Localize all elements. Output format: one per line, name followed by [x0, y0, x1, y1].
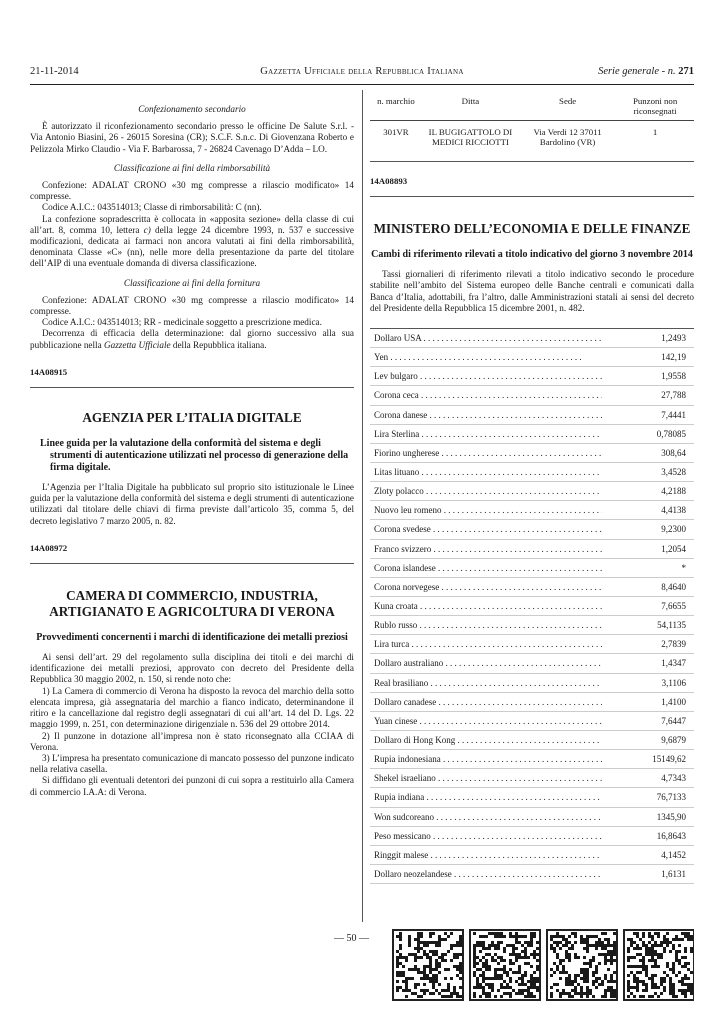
rate-row [370, 520, 694, 539]
currency-name: Rupia indiana . . . [374, 788, 602, 806]
separator [370, 196, 694, 197]
paragraph: 1) La Camera di commercio di Verona ha disposto la revoca del marchio della sotto elencata impresa, già assegnataria del marchio a fianco indicato, determinandone il ritiro e la cancellazione dal registro degli assegnatari di cui all’art. 14 del D. Lgs. 22 maggio 1999, n. 251, con determinazione dirigenziale n. 536 del 29 ottobre 2014. [30, 685, 354, 730]
rate-row [370, 482, 694, 501]
currency-name: Dollaro di Hong Kong . . . [374, 731, 602, 749]
column-header: n. marchio [370, 96, 422, 121]
series-label: Serie generale - n. 271 [598, 66, 694, 77]
currency-rate: 1345,90 [656, 811, 686, 822]
currency-rate: 8,4640 [661, 581, 686, 592]
currency-name: Yuan cinese . . . [374, 712, 602, 730]
rate-row [370, 463, 694, 482]
rate-row [370, 846, 694, 865]
currency-name: Rublo russo . . . [374, 616, 602, 634]
document-code: 14A08972 [30, 542, 68, 553]
rate-row [370, 425, 694, 444]
issue-date: 21-11-2014 [30, 66, 79, 77]
separator [30, 387, 354, 388]
right-column [370, 96, 694, 884]
currency-name: Lira turca . . . [374, 635, 602, 653]
issue-number: 271 [678, 66, 694, 77]
currency-rate: 76,7133 [656, 792, 686, 803]
document-code: 14A08915 [30, 366, 68, 377]
paragraph: Decorrenza di efficacia della determinazione: dal giorno successivo alla sua pubblicazione nella Gazzetta Ufficiale della Repubblica italiana. [30, 328, 354, 350]
currency-rate: 54,1135 [657, 620, 686, 631]
rate-row [370, 865, 694, 884]
currency-rate: 4,1452 [661, 849, 686, 860]
currency-rate: 3,4528 [661, 467, 686, 477]
currency-rate: 7,4441 [661, 409, 686, 420]
column-header: Sede [519, 96, 616, 121]
paragraph: Confezione: ADALAT CRONO «30 mg compresse a rilascio modificato» 14 compresse. [30, 294, 354, 317]
rate-row [370, 712, 694, 731]
rate-row [370, 769, 694, 788]
currency-name: Shekel israeliano . . . [374, 769, 602, 787]
column-header: Punzoni non riconsegnati [616, 96, 694, 121]
currency-name: Ringgit malese . . . [374, 846, 602, 864]
paragraph: Confezione: ADALAT CRONO «30 mg compresse a rilascio modificato» 14 compresse. [30, 180, 354, 202]
document-code: 14A08893 [370, 176, 408, 186]
subheading-camera: Provvedimenti concernenti i marchi di identificazione dei metalli preziosi [36, 632, 348, 644]
currency-name: Corona norvegese . . . [374, 578, 602, 596]
page-header [30, 66, 694, 82]
separator [30, 563, 354, 564]
left-column [30, 96, 354, 798]
section-title-rimborsabilita: Classificazione ai fini della rimborsabilità [113, 162, 271, 173]
rate-row [370, 827, 694, 846]
rate-row [370, 329, 694, 348]
currency-rate: * [681, 562, 686, 573]
currency-rate: 9,2300 [661, 524, 686, 535]
currency-name: Dollaro canadese . . . [374, 693, 602, 711]
currency-rate: 2,7839 [661, 639, 686, 650]
rate-row [370, 635, 694, 654]
rate-row [370, 559, 694, 578]
currency-rate: 142,19 [661, 352, 686, 363]
rate-row [370, 788, 694, 807]
currency-name: Dollaro australiano . . . [374, 654, 602, 672]
currency-rate: 1,4100 [661, 696, 686, 707]
column-divider [362, 90, 363, 922]
subheading-cambi: Cambi di riferimento rilevati a titolo indicativo del giorno 3 novembre 2014 [371, 249, 693, 261]
paragraph: 2) Il punzone in dotazione all’impresa non è stato riconsegnato alla CCIAA di Verona. [30, 730, 354, 752]
currency-rate: 1,2493 [661, 333, 686, 344]
currency-rate: 1,6131 [661, 868, 686, 879]
currency-rate: 7,6447 [661, 715, 686, 726]
header-rule [30, 84, 694, 85]
marchi-table [370, 96, 694, 147]
paragraph: La confezione sopradescritta è collocata in «apposita sezione» della classe di cui all’art. 8, comma 10, lettera c) della legge 24 dicembre 1993, n. 537 e successive modificazioni, dedicata ai farmaci non ancora valutati ai fini della rimborsabilità, denominata Classe «C» (nn), nelle more della presentazione da parte del titolare dell’AIP di una eventuale domanda di diversa classificazione. [30, 213, 354, 269]
currency-rate: 16,8643 [656, 830, 686, 841]
currency-rate: 4,7343 [661, 773, 686, 784]
subheading-agid: Linee guida per la valutazione della conformità del sistema e degli strumenti di autenticazione utilizzati nel processo di generazione della firma digitale. [40, 438, 349, 474]
section-heading-ministero: MINISTERO DELL’ECONOMIA E DELLE FINANZE [373, 221, 691, 237]
publication-title: Gazzetta Ufficiale della Repubblica Italiana [260, 66, 464, 77]
currency-rate: 3,1106 [661, 677, 686, 688]
currency-rate: 4,4138 [661, 505, 686, 516]
paragraph: Tassi giornalieri di riferimento rilevati a titolo indicativo secondo le procedure stabilite nell’ambito del Sistema europeo delle Banche centrali e comunicati dalla Banca d’Italia, adottabili, fra l’altro, dalle Amministrazioni statali ai sensi del decreto del Presidente della Repubblica 15 dicembre 2001, n. 482. [370, 269, 694, 313]
rate-row [370, 731, 694, 750]
currency-name: Corona svedese . . . [374, 520, 602, 538]
currency-name: Lira Sterlina . . . [374, 425, 602, 443]
paragraph: L’Agenzia per l’Italia Digitale ha pubblicato sul proprio sito istituzionale le Linee guida per la valutazione della conformità del sistema e degli strumenti di autenticazione utilizzati dal titolare delle chiavi di firma previste dall’articolo 35, comma 5, del decreto legislativo 7 marzo 2005, n. 82. [30, 482, 354, 526]
section-heading-agid: AGENZIA PER L’ITALIA DIGITALE [82, 410, 302, 426]
currency-name: Fiorino ungherese . . . [374, 444, 602, 462]
currency-name: Corona danese . . . [374, 406, 602, 424]
currency-name: Dollaro USA . . . [374, 329, 602, 347]
rate-row [370, 348, 694, 367]
currency-rate: 15149,62 [652, 754, 686, 765]
rate-row [370, 578, 694, 597]
currency-rate: 1,9558 [661, 371, 686, 382]
currency-name: Nuovo leu romeno . . . [374, 501, 602, 519]
rate-row [370, 616, 694, 635]
table-cell: 1 [652, 127, 658, 137]
currency-name: Kuna croata . . . [374, 597, 602, 615]
rate-row [370, 444, 694, 463]
rate-row [370, 540, 694, 559]
section-heading-camera: CAMERA DI COMMERCIO, INDUSTRIA, ARTIGIANATO E AGRICOLTURA DI VERONA [49, 588, 335, 620]
currency-name: Corona ceca . . . [374, 386, 602, 404]
column-header: Ditta [422, 96, 519, 121]
rate-row [370, 501, 694, 520]
currency-rate: 4,2188 [661, 486, 686, 497]
section-title-confezionamento: Confezionamento secondario [138, 104, 246, 114]
rate-row [370, 367, 694, 386]
rate-row [370, 750, 694, 769]
currency-name: Won sudcoreano . . . [374, 808, 602, 826]
rate-row [370, 654, 694, 673]
paragraph: È autorizzato il riconfezionamento secondario presso le officine De Salute S.r.l. - Via Antonio Biasini, 26 - 26015 Soresina (CR); S.C.F. S.n.c. Di Giovenzana Roberto e Pelizzola Mirko Claudio - Via F. Barbarossa, 7 - 26824 Cavenago D’Adda – LO. [30, 121, 354, 154]
paragraph: Codice A.I.C.: 043514013; RR - medicinale soggetto a prescrizione medica. [42, 317, 322, 328]
rate-row [370, 674, 694, 693]
table-cell: 301VR [383, 127, 409, 137]
section-title-fornitura: Classificazione ai fini della fornitura [123, 277, 261, 288]
page-number: — 50 — [334, 933, 369, 944]
currency-name: Rupia indonesiana . . . [374, 750, 602, 768]
exchange-rates-list [370, 328, 694, 884]
paragraph: 3) L’impresa ha presentato comunicazione di mancato possesso del punzone indicato nella relativa casella. [30, 752, 354, 775]
currency-name: Franco svizzero . . . [374, 540, 602, 558]
paragraph: Codice A.I.C.: 043514013; Classe di rimborsabilità: C (nn). [42, 202, 262, 213]
currency-name: Dollaro neozelandese . . . [374, 865, 602, 883]
currency-rate: 1,4347 [661, 658, 686, 669]
currency-name: Corona islandese . . . [374, 559, 602, 577]
paragraph: Ai sensi dell’art. 29 del regolamento sulla disciplina dei titoli e dei marchi di identificazione dei metalli preziosi, approvato con decreto del Presidente della Repubblica 30 maggio 2002, n. 150, si rende noto che: [30, 652, 354, 685]
currency-name: Yen . . . [374, 348, 602, 366]
table-cell: Via Verdi 12 37011 Bardolino (VR) [533, 127, 602, 147]
rate-row [370, 808, 694, 827]
table-row [370, 121, 694, 148]
currency-rate: 1,2054 [661, 543, 686, 554]
currency-name: Peso messicano . . . [374, 827, 602, 845]
rate-row [370, 693, 694, 712]
rate-row [370, 597, 694, 616]
barcode-image [392, 928, 694, 1004]
currency-rate: 27,788 [661, 390, 686, 401]
rate-row [370, 406, 694, 425]
currency-name: Zloty polacco . . . [374, 482, 602, 500]
currency-name: Real brasiliano . . . [374, 674, 602, 692]
paragraph: Si diffidano gli eventuali detentori dei punzoni di cui sopra a restituirlo alla Camera di commercio I.A.A: di Verona. [30, 775, 354, 797]
table-cell: IL BUGIGATTOLO DI MEDICI RICCIOTTI [428, 127, 513, 147]
currency-name: Lev bulgaro . . . [374, 367, 602, 385]
currency-rate: 9,6879 [661, 734, 686, 745]
currency-rate: 7,6655 [661, 600, 686, 611]
separator [370, 161, 694, 162]
currency-name: Litas lituano . . . [374, 463, 602, 481]
currency-rate: 308,64 [661, 447, 686, 458]
currency-rate: 0,78085 [656, 428, 686, 439]
rate-row [370, 386, 694, 405]
